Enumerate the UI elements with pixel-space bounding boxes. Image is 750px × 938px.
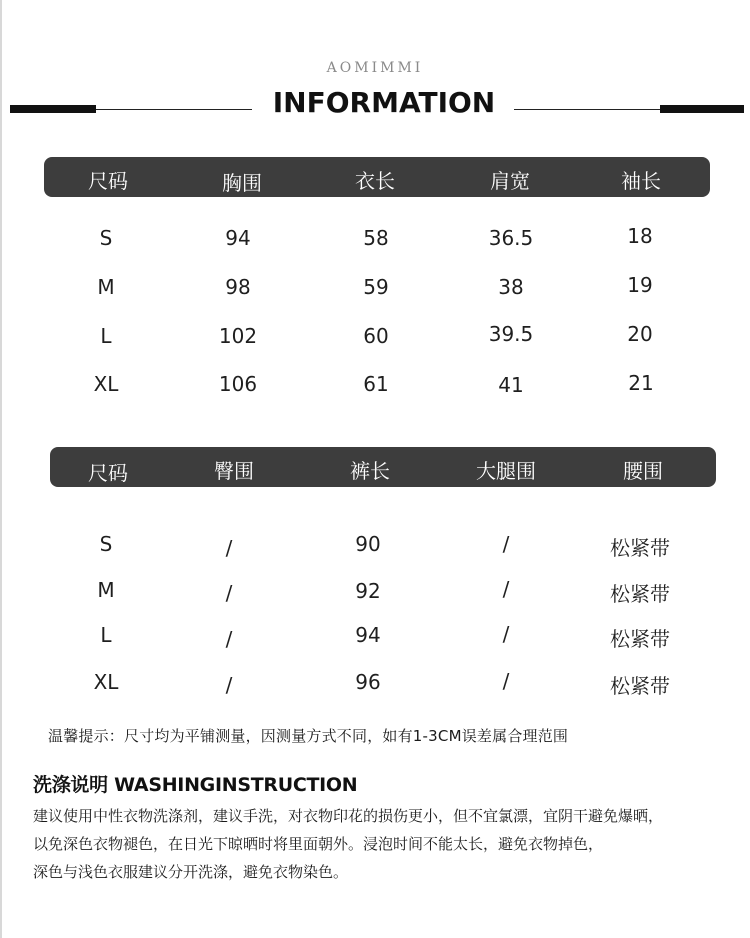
bottom-table-header (50, 447, 716, 487)
washing-line: 建议使用中性衣物洗涤剂，建议手洗，对衣物印花的损伤更小，但不宜氯漂，宜阴干避免爆晒， (33, 807, 664, 825)
header-cell-length: 衣长 (355, 169, 395, 193)
value-cell: 90 (355, 532, 381, 556)
header-cell-chest: 胸围 (222, 171, 262, 195)
value-cell: / (502, 622, 510, 646)
header-cell-sleeve: 袖长 (621, 169, 661, 193)
value-cell: 98 (225, 275, 251, 299)
measurement-notice: 温馨提示：尺寸均为平铺测量，因测量方式不同，如有1-3CM误差属合理范围 (48, 727, 569, 745)
value-cell: 92 (355, 579, 381, 603)
value-cell: 106 (218, 372, 258, 396)
value-cell: 18 (627, 224, 653, 248)
table-row (0, 274, 750, 304)
header-cell-size: 尺码 (88, 169, 128, 193)
title-rule-right-thick (660, 105, 744, 113)
value-cell: 41 (498, 373, 524, 397)
size-cell: XL (93, 372, 119, 396)
washing-title: 洗涤说明 WASHINGINSTRUCTION (33, 774, 358, 796)
value-cell: / (225, 673, 233, 697)
value-cell: / (225, 581, 233, 605)
value-cell: 松紧带 (610, 582, 670, 606)
table-row (0, 323, 750, 353)
washing-line: 以免深色衣物褪色，在日光下晾晒时将里面朝外。浸泡时间不能太长，避免衣物掉色， (33, 835, 604, 853)
value-cell: / (225, 627, 233, 651)
table-row (0, 372, 750, 402)
top-table-header (44, 157, 710, 197)
size-cell: M (97, 275, 115, 299)
size-cell: L (100, 623, 112, 647)
title-rule-right (514, 109, 660, 110)
value-cell: 松紧带 (610, 674, 670, 698)
table-row (0, 670, 750, 700)
value-cell: 松紧带 (610, 536, 670, 560)
size-cell: S (99, 226, 113, 250)
value-cell: 94 (225, 226, 251, 250)
value-cell: 94 (355, 623, 381, 647)
table-row (0, 531, 750, 561)
header-cell-pants-length: 裤长 (350, 459, 390, 483)
value-cell: / (502, 669, 510, 693)
value-cell: 19 (627, 273, 653, 297)
value-cell: 58 (363, 226, 389, 250)
value-cell: 松紧带 (610, 627, 670, 651)
value-cell: 59 (363, 275, 389, 299)
header-cell-thigh: 大腿围 (476, 459, 536, 483)
value-cell: 102 (218, 324, 258, 348)
size-cell: XL (93, 670, 119, 694)
value-cell: 36.5 (488, 226, 534, 250)
value-cell: 96 (355, 670, 381, 694)
washing-line: 深色与浅色衣服建议分开洗涤，避免衣物染色。 (33, 863, 349, 881)
table-row (0, 578, 750, 608)
value-cell: 21 (628, 371, 654, 395)
size-cell: M (97, 578, 115, 602)
value-cell: 39.5 (488, 322, 534, 346)
value-cell: / (502, 577, 510, 601)
value-cell: 20 (627, 322, 653, 346)
header-cell-shoulder: 肩宽 (490, 169, 530, 193)
value-cell: 60 (363, 324, 389, 348)
value-cell: / (502, 532, 510, 556)
brand-name: AOMIMMI (326, 60, 424, 76)
header-cell-hip: 臀围 (214, 459, 254, 483)
size-cell: L (100, 324, 112, 348)
table-row (0, 225, 750, 255)
table-row (0, 623, 750, 653)
size-cell: S (99, 532, 113, 556)
value-cell: / (225, 536, 233, 560)
page-title: INFORMATION (272, 86, 496, 119)
value-cell: 38 (498, 275, 524, 299)
value-cell: 61 (363, 372, 389, 396)
header-cell-waist: 腰围 (623, 459, 663, 483)
header-cell-size: 尺码 (88, 461, 128, 485)
page-left-border (0, 0, 2, 938)
